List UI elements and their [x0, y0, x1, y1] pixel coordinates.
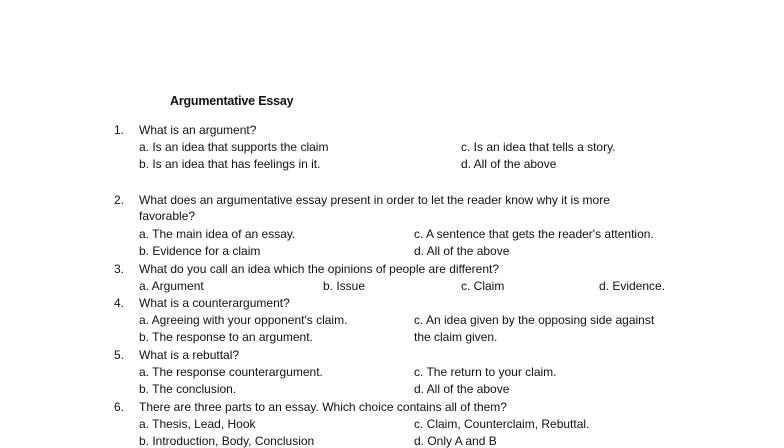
option-b: b. Issue — [323, 279, 366, 293]
option-b: b. Evidence for a claim — [139, 244, 261, 258]
option-c: c. Claim — [461, 279, 505, 293]
question-text-line-2: favorable? — [139, 209, 196, 223]
option-b: b. The conclusion. — [139, 382, 237, 396]
question-text: There are three parts to an essay. Which choice contains all of them? — [139, 400, 507, 414]
question-text-line-1: What does an argumentative essay present in order to let the reader know why it is more — [139, 193, 610, 207]
option-c: c. Is an idea that tells a story. — [461, 140, 616, 154]
option-a: a. Thesis, Lead, Hook — [139, 417, 256, 431]
option-c-line-1: c. An idea given by the opposing side against — [414, 313, 655, 327]
question-number: 1. — [114, 123, 125, 137]
question-text: What do you call an idea which the opinions of people are different? — [139, 262, 500, 276]
option-c: c. Claim, Counterclaim, Rebuttal. — [414, 417, 590, 431]
option-c-line-2: the claim given. — [414, 330, 498, 344]
question-text: What is a counterargument? — [139, 296, 290, 310]
option-a: a. The response counterargument. — [139, 365, 323, 379]
question-number: 5. — [114, 348, 125, 362]
document-title: Argumentative Essay — [170, 94, 294, 108]
option-a: a. Agreeing with your opponent's claim. — [139, 313, 348, 327]
question-text: What is an argument? — [139, 123, 257, 137]
option-c: c. A sentence that gets the reader's attention. — [414, 227, 654, 241]
option-b: b. The response to an argument. — [139, 330, 313, 344]
question-number: 6. — [114, 400, 125, 414]
option-b: b. Is an idea that has feelings in it. — [139, 157, 321, 171]
option-d: d. All of the above — [414, 382, 510, 396]
question-number: 3. — [114, 262, 125, 276]
option-d: d. All of the above — [414, 244, 510, 258]
question-number: 2. — [114, 193, 125, 207]
option-d: d. Evidence. — [599, 279, 666, 293]
question-number: 4. — [114, 296, 125, 310]
option-d: d. Only A and B — [414, 434, 497, 448]
option-a: a. The main idea of an essay. — [139, 227, 296, 241]
option-d: d. All of the above — [461, 157, 557, 171]
option-c: c. The return to your claim. — [414, 365, 557, 379]
option-a: a. Argument — [139, 279, 204, 293]
option-b: b. Introduction, Body, Conclusion — [139, 434, 315, 448]
option-a: a. Is an idea that supports the claim — [139, 140, 329, 154]
question-text: What is a rebuttal? — [139, 348, 240, 362]
